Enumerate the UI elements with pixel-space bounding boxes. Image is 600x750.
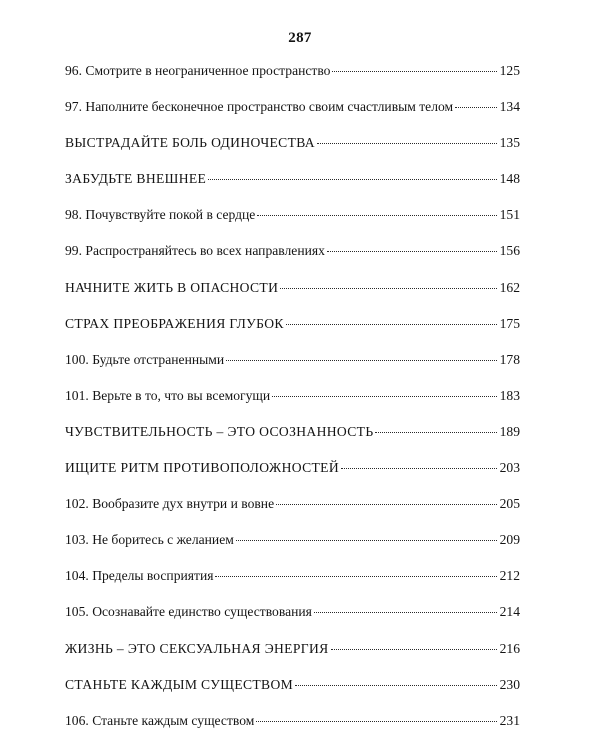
toc-meditation-entry — [65, 495, 520, 531]
toc-entry-title: 102. Вообразите дух внутри и вовне — [65, 496, 275, 512]
toc-entry-title: 96. Смотрите в неограниченное пространство — [65, 63, 331, 78]
page-number: 287 — [288, 30, 312, 46]
toc-chapter-entry — [65, 459, 520, 495]
toc-entry-page-number: 205 — [499, 496, 520, 512]
toc-chapter-entry — [65, 423, 520, 459]
dot-leader — [314, 612, 497, 613]
table-of-contents — [65, 62, 520, 748]
dot-leader — [375, 432, 496, 433]
toc-entry-page-number: 148 — [499, 171, 520, 187]
toc-chapter-entry — [65, 279, 520, 315]
toc-entry-title: 100. Будьте отстраненными — [65, 351, 225, 367]
toc-entry-title: 101. Верьте в то, что вы всемогущи — [65, 387, 271, 403]
toc-chapter-entry — [65, 676, 520, 712]
dot-leader — [236, 540, 497, 541]
toc-entry-title: 99. Распространяйтесь во всех направлениях — [65, 243, 325, 259]
dot-leader — [256, 721, 496, 722]
toc-meditation-entry — [65, 98, 520, 134]
dot-leader — [295, 685, 497, 686]
toc-meditation-entry — [65, 62, 520, 98]
toc-entry-title: ВЫСТРАДАЙТЕ БОЛЬ ОДИНОЧЕСТВА — [65, 135, 315, 151]
toc-meditation-entry — [65, 567, 520, 603]
toc-entry-page-number: 125 — [499, 63, 520, 78]
dot-leader — [332, 71, 496, 72]
toc-entry-page-number: 189 — [499, 423, 520, 439]
toc-entry-page-number: 231 — [499, 712, 520, 728]
dot-leader — [226, 360, 496, 361]
toc-meditation-entry — [65, 351, 520, 387]
toc-entry-title: 104. Пределы восприятия — [65, 568, 214, 584]
toc-meditation-entry — [65, 531, 520, 567]
toc-entry-title: 98. Почувствуйте покой в сердце — [65, 207, 256, 223]
toc-chapter-entry — [65, 640, 520, 676]
dot-leader — [215, 576, 496, 577]
toc-entry-page-number: 209 — [499, 532, 520, 548]
toc-entry-page-number: 175 — [499, 315, 520, 331]
toc-entry-page-number: 216 — [499, 640, 520, 656]
dot-leader — [276, 504, 496, 505]
toc-entry-title: ЧУВСТВИТЕЛЬНОСТЬ – ЭТО ОСОЗНАННОСТЬ — [65, 423, 374, 439]
toc-meditation-entry — [65, 242, 520, 278]
toc-entry-title: 103. Не боритесь с желанием — [65, 532, 234, 548]
toc-entry-page-number: 230 — [499, 676, 520, 692]
dot-leader — [331, 649, 497, 650]
toc-entry-page-number: 135 — [499, 135, 520, 151]
dot-leader — [327, 251, 497, 252]
toc-entry-title: 106. Станьте каждым существом — [65, 712, 255, 728]
dot-leader — [455, 107, 496, 108]
toc-chapter-entry — [65, 134, 520, 170]
dot-leader — [280, 288, 496, 289]
toc-entry-page-number: 151 — [499, 207, 520, 223]
toc-entry-title: СТАНЬТЕ КАЖДЫМ СУЩЕСТВОМ — [65, 676, 294, 692]
toc-entry-page-number: 214 — [499, 604, 520, 620]
dot-leader — [317, 143, 497, 144]
toc-entry-page-number: 156 — [499, 243, 520, 259]
toc-entry-title: ИЩИТЕ РИТМ ПРОТИВОПОЛОЖНОСТЕЙ — [65, 460, 339, 476]
dot-leader — [257, 215, 496, 216]
toc-entry-title: ЖИЗНЬ – ЭТО СЕКСУАЛЬНАЯ ЭНЕРГИЯ — [65, 640, 329, 656]
toc-chapter-entry — [65, 315, 520, 351]
toc-entry-page-number: 203 — [499, 460, 520, 476]
dot-leader — [341, 468, 497, 469]
toc-entry-title: 97. Наполните бесконечное пространство своим счастливым телом — [65, 99, 454, 115]
dot-leader — [286, 324, 497, 325]
toc-meditation-entry — [65, 206, 520, 242]
toc-entry-title: СТРАХ ПРЕОБРАЖЕНИЯ ГЛУБОК — [65, 315, 284, 331]
toc-entry-page-number: 162 — [499, 279, 520, 295]
dot-leader — [208, 179, 496, 180]
toc-entry-page-number: 183 — [499, 387, 520, 403]
toc-entry-title: НАЧНИТЕ ЖИТЬ В ОПАСНОСТИ — [65, 279, 279, 295]
dot-leader — [272, 396, 496, 397]
toc-entry-page-number: 178 — [499, 351, 520, 367]
toc-entry-title: ЗАБУДЬТЕ ВНЕШНЕЕ — [65, 171, 207, 187]
toc-meditation-entry — [65, 603, 520, 639]
toc-meditation-entry — [65, 387, 520, 423]
toc-entry-page-number: 134 — [499, 99, 520, 115]
toc-meditation-entry — [65, 712, 520, 748]
toc-entry-page-number: 212 — [499, 568, 520, 584]
toc-entry-title: 105. Осознавайте единство существования — [65, 604, 312, 620]
toc-chapter-entry — [65, 170, 520, 206]
